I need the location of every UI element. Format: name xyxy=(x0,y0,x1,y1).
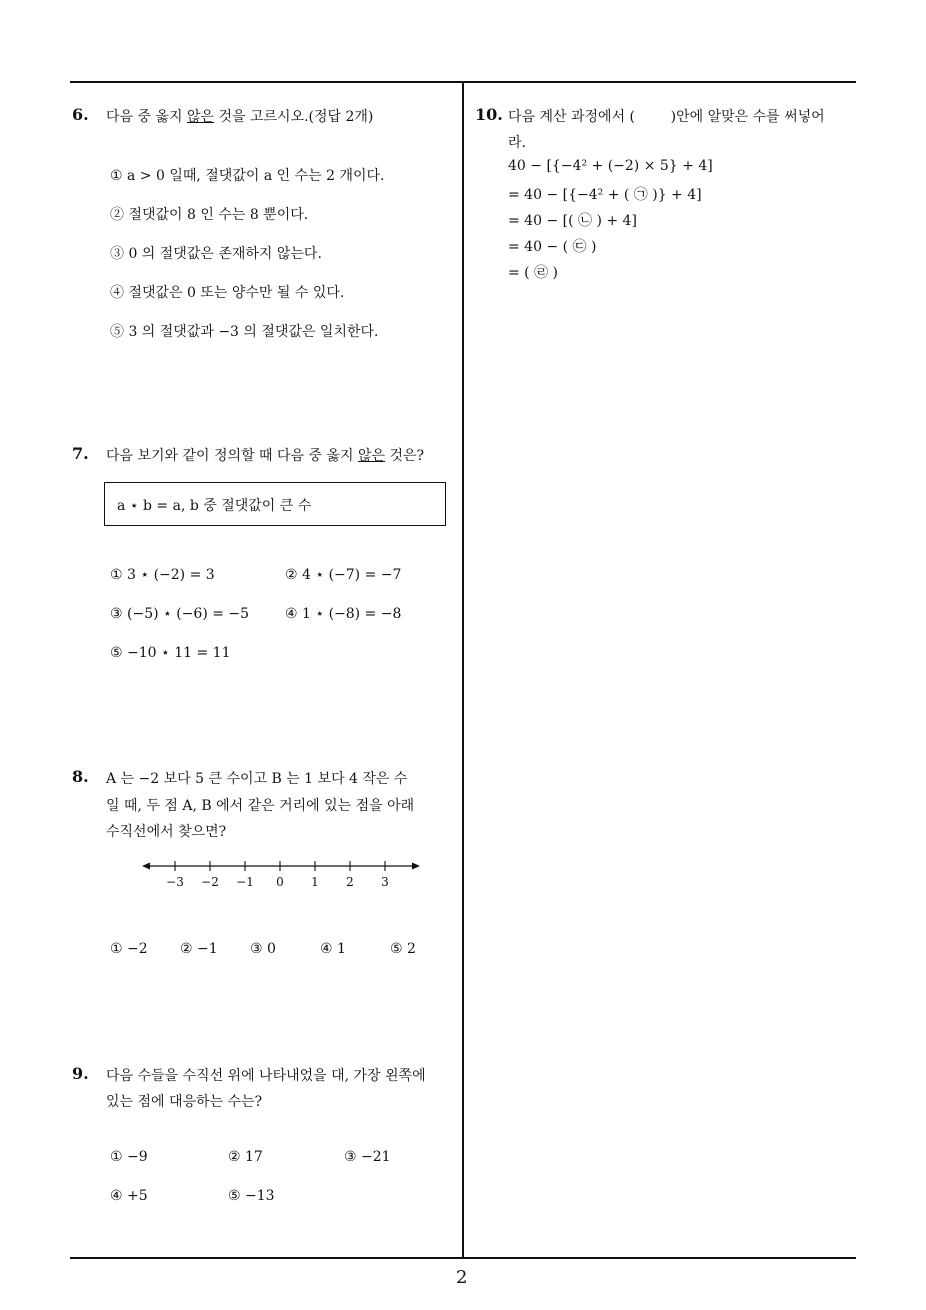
column-divider xyxy=(462,82,464,1258)
number-line-left-arrow xyxy=(142,863,150,870)
q10-step-4: = 40 − ( ㉢ ) xyxy=(508,239,597,255)
q7-option-4[interactable]: ④ 1 ⋆ (−8) = −8 xyxy=(285,606,402,622)
q8-number: 8. xyxy=(72,767,89,786)
bottom-rule xyxy=(70,1257,856,1259)
q7-option-2[interactable]: ② 4 ⋆ (−7) = −7 xyxy=(285,567,402,583)
q6-stem xyxy=(106,106,373,126)
q10-stem-line-2: 라. xyxy=(508,135,526,151)
q9-stem-line-1: 다음 수들을 수직선 위에 나타내었을 대, 가장 왼쪽에 xyxy=(106,1068,426,1084)
q6-option-5[interactable]: ⑤ 3 의 절댓값과 −3 의 절댓값은 일치한다. xyxy=(110,324,379,340)
q8-stem-line-2: 일 때, 두 점 A, B 에서 같은 거리에 있는 점을 아래 xyxy=(106,798,415,814)
number-line-tick-label: 3 xyxy=(381,875,389,889)
q7-option-5[interactable]: ⑤ −10 ⋆ 11 = 11 xyxy=(110,645,231,661)
q8-option-2[interactable]: ② −1 xyxy=(180,941,218,957)
q7-stem xyxy=(106,445,424,465)
q6-option-1[interactable]: ① a > 0 일때, 절댓값이 a 인 수는 2 개이다. xyxy=(110,168,385,184)
number-line-tick-label: −1 xyxy=(236,875,254,889)
q10-number: 10. xyxy=(475,105,503,124)
q7-definition-box xyxy=(104,482,446,526)
q9-option-5[interactable]: ⑤ −13 xyxy=(228,1188,275,1204)
q7-stem-pre: 다음 보기와 같이 정의할 때 다음 중 옳지 xyxy=(106,448,358,464)
q9-option-2[interactable]: ② 17 xyxy=(228,1149,263,1165)
number-line-tick-label: 1 xyxy=(311,875,319,889)
q9-option-1[interactable]: ① −9 xyxy=(110,1149,148,1165)
q6-option-2[interactable]: ② 절댓값이 8 인 수는 8 뿐이다. xyxy=(110,207,309,223)
number-line-tick-label: 2 xyxy=(346,875,354,889)
q8-option-4[interactable]: ④ 1 xyxy=(320,941,346,957)
number-line-right-arrow xyxy=(412,863,420,870)
q7-definition-text: a ⋆ b = a, b 중 절댓값이 큰 수 xyxy=(117,498,312,514)
q10-step-1: 40 − [{−4² + (−2) × 5} + 4] xyxy=(508,158,713,174)
q9-stem-line-2: 있는 점에 대응하는 수는? xyxy=(106,1094,263,1110)
q7-stem-underline: 않은 xyxy=(358,448,386,464)
q8-option-5[interactable]: ⑤ 2 xyxy=(390,941,416,957)
q10-stem-line-1: 다음 계산 과정에서 ( )안에 알맞은 수를 써넣어 xyxy=(508,109,825,125)
q10-step-5: = ( ㉣ ) xyxy=(508,265,559,281)
number-line-tick-label: 0 xyxy=(276,875,284,889)
q9-option-3[interactable]: ③ −21 xyxy=(344,1149,391,1165)
q7-option-3[interactable]: ③ (−5) ⋆ (−6) = −5 xyxy=(110,606,250,622)
number-line-tick-label: −3 xyxy=(166,875,184,889)
q10-step-2: = 40 − [{−4² + ( ㉠ )} + 4] xyxy=(508,187,702,203)
q6-stem-underline: 않은 xyxy=(186,109,215,125)
page-number: 2 xyxy=(456,1267,468,1288)
q7-number: 7. xyxy=(72,444,89,463)
q7-option-1[interactable]: ① 3 ⋆ (−2) = 3 xyxy=(110,567,215,583)
q9-option-4[interactable]: ④ +5 xyxy=(110,1188,148,1204)
q6-option-3[interactable]: ③ 0 의 절댓값은 존재하지 않는다. xyxy=(110,246,322,262)
q10-step-3: = 40 − [( ㉡ ) + 4] xyxy=(508,213,637,229)
q6-option-4[interactable]: ④ 절댓값은 0 또는 양수만 될 수 있다. xyxy=(110,285,345,301)
q7-stem-post: 것은? xyxy=(385,448,425,464)
q8-stem-line-1: A 는 −2 보다 5 큰 수이고 B 는 1 보다 4 작은 수 xyxy=(106,771,408,787)
q8-number-line xyxy=(140,855,425,895)
q8-stem-line-3: 수직선에서 찾으면? xyxy=(106,824,227,840)
q8-option-1[interactable]: ① −2 xyxy=(110,941,148,957)
q6-stem-pre: 다음 중 옳지 xyxy=(106,109,187,125)
number-line-tick-label: −2 xyxy=(201,875,219,889)
q6-number: 6. xyxy=(72,105,89,124)
q9-number: 9. xyxy=(72,1064,89,1083)
q6-stem-post: 것을 고르시오.(정답 2개) xyxy=(214,109,374,125)
q8-option-3[interactable]: ③ 0 xyxy=(250,941,276,957)
